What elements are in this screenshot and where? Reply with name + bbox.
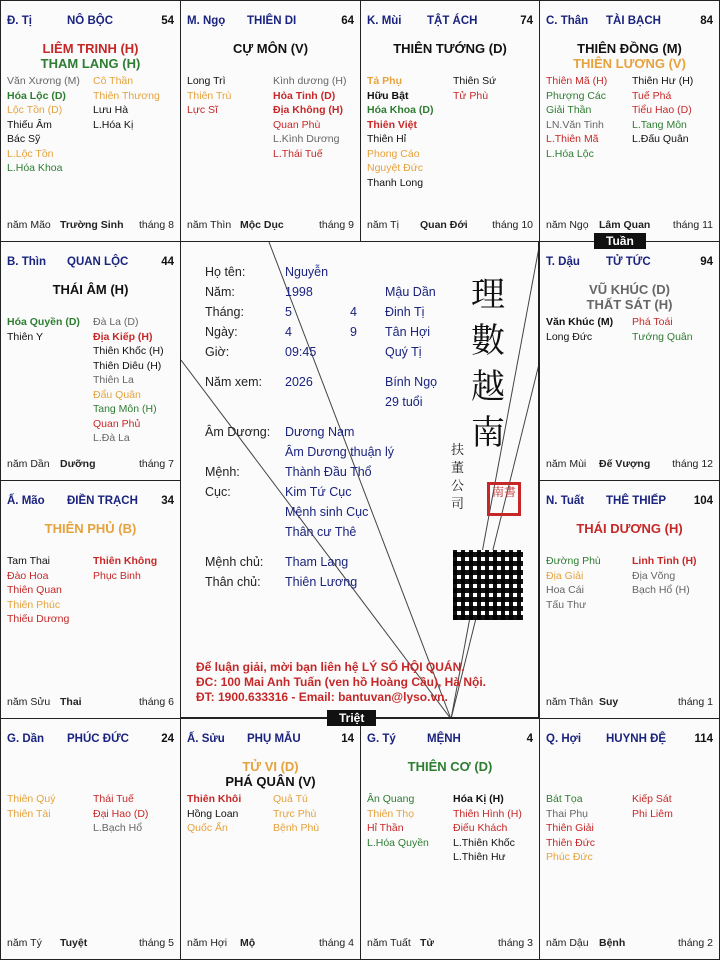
palace-header: [7, 495, 174, 509]
star-item: Phong Cáo: [367, 147, 420, 160]
star-item: Tiểu Hao (D): [632, 104, 692, 116]
main-star: THIÊN ĐỒNG (M): [577, 41, 682, 56]
star-item: Thiên Giải: [546, 822, 594, 834]
star-item: Lộc Tồn (D): [7, 104, 63, 116]
badge-triet: Triệt: [327, 710, 376, 726]
palace-footer: [546, 458, 713, 471]
star-item: Thiên Sứ: [453, 75, 497, 87]
main-stars: [361, 41, 539, 56]
palace-month: tháng 3: [497, 937, 533, 949]
palace-number: 24: [161, 733, 174, 745]
star-item: L.Thiên Khốc: [453, 836, 515, 849]
stars-right: [453, 74, 496, 103]
palace-footer: [367, 219, 533, 232]
palace-footer: [187, 937, 354, 950]
star-item: Thiên Khôi: [187, 793, 242, 805]
palace-year: năm Tuất: [367, 937, 411, 949]
stars-left: [546, 315, 613, 344]
palace-month: tháng 9: [318, 219, 354, 231]
value-thang: 5: [285, 305, 292, 319]
main-star: CỰ MÔN (V): [232, 41, 309, 56]
palace-month: tháng 8: [138, 219, 174, 231]
palace-number: 114: [694, 733, 713, 745]
palace-month: tháng 7: [138, 458, 174, 470]
palace-can-chi: B. Thìn: [7, 256, 46, 268]
value-nam: 1998: [285, 285, 313, 299]
star-item: L.Đà La: [93, 432, 130, 444]
label-thang: Tháng:: [205, 305, 244, 319]
star-item: Quan Phủ: [93, 417, 141, 430]
stars-right: [632, 315, 693, 344]
stars-left: [7, 554, 69, 627]
value-than-chu: Thiên Lương: [285, 575, 358, 589]
palace-name: HUYNH ĐỆ: [606, 733, 667, 745]
star-item: Nguyệt Đức: [367, 162, 424, 174]
palace-stage: Tử: [420, 937, 435, 949]
palace-name: NÔ BỘC: [67, 15, 113, 27]
palace-footer: [546, 937, 713, 950]
star-item: Thiên Quan: [7, 584, 62, 596]
main-stars: [1, 41, 180, 71]
star-item: Đẩu Quân: [93, 388, 141, 401]
value-am-duong-2: Âm Dương thuận lý: [285, 445, 394, 459]
palace-can-chi: Q. Hợi: [546, 733, 582, 745]
palace-month: tháng 2: [677, 937, 713, 949]
star-item: Thiên Thương: [93, 89, 160, 102]
star-item: Tang Môn (H): [93, 403, 157, 415]
contact-address: ĐC: 100 Mai Anh Tuấn (ven hồ Hoàng Cầu), Hà Nội.: [196, 675, 487, 689]
palace-name: MỆNH: [427, 733, 461, 745]
palace-footer: [367, 937, 533, 950]
star-item: L.Thiên Mã: [546, 133, 599, 145]
palace-number: 64: [341, 15, 354, 27]
label-menh-chu: Mệnh chủ:: [205, 555, 264, 569]
star-item: Phá Toái: [632, 316, 673, 328]
stars-left: [7, 315, 80, 344]
star-item: Hóa Kị (H): [453, 793, 504, 805]
value-gio: 09:45: [285, 345, 317, 359]
star-item: Quả Tú: [273, 793, 308, 805]
star-item: L.Hóa Lộc: [546, 147, 594, 160]
value-menh-chu: Tham Lang: [285, 555, 349, 569]
star-item: Thiên Hình (H): [453, 807, 522, 820]
stars-left: [546, 792, 595, 865]
stars-right: [273, 74, 346, 161]
palace-header: [7, 256, 174, 270]
star-item: Tả Phụ: [367, 75, 403, 87]
palace-name: PHÚC ĐỨC: [67, 733, 129, 745]
star-item: Thiên Quý: [7, 793, 56, 805]
palace-footer: [7, 937, 174, 950]
star-item: Thiên Phúc: [7, 598, 61, 611]
palace-number: 94: [700, 256, 713, 268]
value-menh: Thành Đầu Thổ: [285, 465, 372, 479]
palace-year: năm Thìn: [187, 219, 232, 231]
star-item: Thiên Tài: [7, 807, 51, 820]
value-ngay-can: Tân Hợi: [385, 325, 431, 339]
calligraphy-sub: 扶董公司: [451, 443, 465, 512]
star-item: Lực Sĩ: [187, 104, 218, 116]
star-item: Bệnh Phù: [273, 822, 320, 834]
palace-stage: Mộc Dục: [240, 219, 284, 231]
star-item: Thiên Khốc (H): [93, 345, 164, 357]
star-item: L.Kình Dương: [273, 133, 340, 145]
palace-year: năm Tý: [7, 937, 42, 949]
label-cuc: Cục:: [205, 485, 231, 499]
star-item: Thiên Không: [93, 555, 158, 567]
palace-month: tháng 11: [672, 219, 713, 231]
palace-year: năm Tị: [367, 219, 399, 231]
main-stars: [361, 759, 539, 774]
palace-stage: Suy: [599, 696, 619, 708]
star-item: Địa Giải: [546, 569, 584, 582]
contact-info: [196, 660, 486, 705]
stars-left: [7, 792, 55, 821]
main-stars: [181, 759, 360, 789]
value-cuc-2: Mệnh sinh Cục: [285, 505, 369, 519]
star-item: L.Hóa Khoa: [7, 162, 63, 174]
palace-year: năm Dần: [7, 458, 50, 470]
palace-can-chi: N. Tuất: [546, 495, 585, 507]
star-item: Ân Quang: [367, 793, 415, 805]
palace-stage: Tuyệt: [60, 937, 88, 949]
label-than-chu: Thân chủ:: [205, 575, 261, 589]
palace-number: 84: [700, 15, 713, 27]
main-star: THIÊN LƯƠNG (V): [573, 56, 686, 71]
star-item: L.Thái Tuế: [273, 147, 323, 160]
star-item: L.Đấu Quân: [632, 133, 689, 145]
label-ho-ten: Họ tên:: [205, 265, 246, 279]
palace-cell[interactable]: [360, 718, 540, 960]
palace-name: TỬ TỨC: [606, 256, 651, 268]
star-item: Thiên Mã (H): [546, 75, 608, 87]
star-item: Linh Tinh (H): [632, 555, 697, 567]
value-nam-xem: 2026: [285, 375, 313, 389]
stars-left: [546, 554, 601, 612]
star-item: Thiên Y: [7, 330, 43, 343]
palace-number: 74: [520, 15, 533, 27]
palace-name: THÊ THIẾP: [606, 495, 667, 507]
palace-can-chi: G. Tý: [367, 733, 396, 745]
palace-name: THIÊN DI: [247, 15, 297, 27]
star-item: Tử Phù: [453, 89, 489, 102]
palace-can-chi: T. Dậu: [546, 256, 580, 268]
value-thang-am: 4: [350, 305, 357, 319]
stars-right: [93, 554, 157, 583]
star-item: Tướng Quân: [632, 330, 693, 343]
stars-left: [546, 74, 607, 161]
palace-header: [7, 15, 174, 29]
palace-can-chi: Ấ. Mão: [7, 495, 45, 507]
star-item: Hữu Bật: [367, 89, 409, 102]
stars-right: [453, 792, 522, 865]
stars-left: [187, 792, 241, 836]
palace-month: tháng 10: [492, 219, 533, 231]
main-star: TỬ VI (D): [242, 759, 299, 774]
palace-name: PHỤ MẪU: [247, 733, 301, 745]
star-item: Tuế Phá: [632, 89, 672, 102]
stars-right: [93, 792, 148, 836]
value-ngay: 4: [285, 325, 292, 339]
palace-number: 104: [693, 495, 713, 507]
main-stars: [540, 521, 719, 536]
palace-stage: Lâm Quan: [599, 219, 651, 231]
star-item: Hoa Cái: [546, 584, 584, 596]
value-am-duong: Dương Nam: [285, 425, 355, 439]
star-item: Đà La (D): [93, 316, 139, 328]
star-item: Trực Phù: [273, 807, 317, 820]
palace-number: 14: [341, 733, 354, 745]
palace-header: [546, 15, 713, 29]
palace-can-chi: Đ. Tị: [7, 15, 32, 27]
palace-cell[interactable]: [0, 241, 181, 481]
red-seal: 南書: [487, 482, 521, 516]
main-stars: [540, 282, 719, 312]
star-item: Thiên Trù: [187, 89, 232, 102]
main-star: THIÊN TƯỚNG (D): [393, 41, 507, 56]
value-ho-ten: Nguyễn: [285, 265, 329, 279]
palace-stage: Mộ: [240, 937, 256, 949]
palace-year: năm Ngọ: [546, 219, 589, 231]
palace-month: tháng 12: [672, 458, 713, 470]
star-item: Hóa Lộc (D): [7, 89, 66, 102]
palace-name: TÀI BẠCH: [606, 15, 661, 27]
star-item: Giải Thần: [546, 104, 592, 116]
value-gio-can: Quý Tị: [385, 345, 422, 359]
palace-can-chi: M. Ngọ: [187, 15, 226, 27]
stars-right: [632, 554, 697, 598]
main-star: THIÊN CƠ (D): [407, 759, 493, 774]
palace-can-chi: Ấ. Sửu: [187, 733, 225, 745]
palace-can-chi: C. Thân: [546, 15, 589, 27]
star-item: L.Hóa Quyền: [367, 836, 429, 849]
palace-cell[interactable]: [180, 718, 361, 960]
palace-cell[interactable]: [180, 0, 361, 242]
star-item: Địa Không (H): [273, 104, 343, 116]
value-cuc: Kim Tứ Cục: [285, 485, 352, 499]
palace-header: [546, 256, 713, 270]
palace-footer: [7, 458, 174, 471]
badge-tuan: Tuần: [594, 233, 646, 249]
value-cuc-3: Thân cư Thê: [285, 525, 357, 539]
palace-footer: [546, 219, 713, 232]
palace-month: tháng 6: [138, 696, 174, 708]
star-item: Long Trì: [187, 75, 226, 87]
palace-year: năm Thân: [546, 696, 594, 708]
stars-right: [93, 74, 160, 132]
star-item: Hồng Loan: [187, 807, 239, 820]
star-item: Hỉ Thần: [367, 822, 404, 834]
palace-header: [546, 733, 713, 747]
star-item: Phi Liêm: [632, 807, 673, 820]
main-stars: [1, 521, 180, 536]
star-item: Phục Binh: [93, 569, 141, 582]
palace-name: TẬT ÁCH: [427, 15, 478, 27]
label-nam: Năm:: [205, 285, 235, 299]
palace-header: [546, 495, 713, 509]
palace-month: tháng 5: [138, 937, 174, 949]
star-item: Bạch Hổ (H): [632, 584, 690, 596]
star-item: Kiếp Sát: [632, 793, 672, 805]
label-menh: Mệnh:: [205, 465, 240, 479]
palace-cell[interactable]: [0, 718, 181, 960]
star-item: Kình dương (H): [273, 75, 347, 87]
star-item: L.Bạch Hổ: [93, 822, 143, 834]
star-item: Long Đức: [546, 330, 593, 343]
value-thang-can: Đinh Tị: [385, 305, 425, 319]
palace-header: [187, 733, 354, 747]
star-item: Hỏa Tinh (D): [273, 89, 336, 102]
star-item: Thanh Long: [367, 176, 424, 189]
palace-header: [367, 733, 533, 747]
star-item: Bác Sỹ: [7, 133, 41, 145]
palace-stage: Thai: [60, 696, 82, 708]
palace-stage: Trường Sinh: [60, 219, 124, 231]
main-star: VŨ KHÚC (D): [589, 282, 670, 297]
star-item: Đào Hoa: [7, 569, 49, 582]
main-star: LIÊM TRINH (H): [42, 41, 139, 56]
main-stars: [181, 41, 360, 56]
stars-left: [367, 792, 429, 850]
label-nam-xem: Năm xem:: [205, 375, 262, 389]
palace-year: năm Dậu: [546, 937, 589, 949]
star-item: L.Lộc Tồn: [7, 147, 54, 160]
palace-cell[interactable]: [0, 480, 181, 719]
stars-left: [187, 74, 231, 118]
stars-right: [93, 315, 164, 446]
star-item: Tấu Thư: [546, 598, 587, 611]
palace-number: 4: [526, 733, 533, 745]
star-item: Thiên Hỉ: [367, 133, 407, 145]
palace-stage: Bệnh: [599, 937, 626, 949]
star-item: Văn Xương (M): [7, 75, 80, 87]
star-item: Cô Thần: [93, 75, 134, 87]
palace-cell[interactable]: [539, 241, 720, 481]
star-item: Văn Khúc (M): [546, 316, 614, 328]
palace-footer: [7, 219, 174, 232]
palace-year: năm Mão: [7, 219, 51, 231]
stars-right: [632, 74, 693, 147]
star-item: Quốc Ấn: [187, 822, 228, 834]
palace-number: 54: [161, 15, 174, 27]
value-ngay-am: 9: [350, 325, 357, 339]
stars-left: [7, 74, 80, 176]
label-ngay: Ngày:: [205, 325, 238, 339]
star-item: L.Tang Môn: [632, 118, 687, 131]
palace-year: năm Mùi: [546, 458, 587, 470]
stars-right: [273, 792, 319, 836]
value-nam-can: Mậu Dần: [385, 285, 436, 299]
stars-left: [367, 74, 434, 190]
main-star: THAM LANG (H): [40, 56, 141, 71]
contact-phone-email[interactable]: ĐT: 1900.633316 - Email: bantuvan@lyso.vn.: [196, 690, 448, 704]
qr-code[interactable]: [453, 550, 523, 620]
palace-header: [187, 15, 354, 29]
star-item: Thiếu Âm: [7, 118, 52, 131]
palace-footer: [7, 696, 174, 709]
star-item: Thai Phụ: [546, 807, 589, 820]
palace-month: tháng 1: [677, 696, 713, 708]
star-item: Điếu Khách: [453, 822, 508, 834]
star-item: Thiếu Dương: [7, 613, 70, 625]
palace-number: 44: [161, 256, 174, 268]
star-item: Đường Phù: [546, 555, 601, 567]
main-stars: [540, 41, 719, 71]
palace-footer: [187, 219, 354, 232]
contact-line-1: Để luận giải, mời bạn liên hệ LÝ SỐ HỘI QUÁN.: [196, 660, 465, 674]
main-star: THÁI ÂM (H): [52, 282, 129, 297]
star-item: Thiên Hư (H): [632, 75, 694, 87]
stars-right: [632, 792, 673, 821]
label-gio: Giờ:: [205, 345, 230, 359]
palace-name: QUAN LỘC: [67, 256, 129, 268]
palace-month: tháng 4: [318, 937, 354, 949]
star-item: Địa Võng: [632, 569, 676, 582]
star-item: Hóa Khoa (D): [367, 104, 434, 116]
main-star: PHÁ QUÂN (V): [225, 774, 316, 789]
star-item: Lưu Hà: [93, 104, 129, 116]
value-nam-xem-can: Bính Ngọ: [385, 375, 438, 389]
main-star: THIÊN PHỦ (B): [44, 521, 137, 536]
palace-cell[interactable]: [0, 0, 181, 242]
palace-cell[interactable]: [360, 0, 540, 242]
palace-cell[interactable]: [539, 480, 720, 719]
palace-stage: Dưỡng: [60, 458, 96, 470]
star-item: Thiên Thọ: [367, 807, 415, 820]
star-item: Phúc Đức: [546, 851, 593, 863]
palace-year: năm Hợi: [187, 937, 228, 949]
star-item: Đại Hao (D): [93, 807, 149, 820]
palace-can-chi: G. Dần: [7, 733, 45, 745]
palace-name: ĐIỀN TRẠCH: [67, 495, 138, 507]
palace-stage: Đế Vượng: [599, 458, 651, 470]
palace-number: 34: [161, 495, 174, 507]
palace-year: năm Sửu: [7, 696, 51, 708]
palace-footer: [546, 696, 713, 709]
main-star: THẤT SÁT (H): [586, 297, 673, 312]
star-item: Thái Tuế: [93, 793, 134, 805]
star-item: Quan Phù: [273, 118, 321, 131]
star-item: LN.Văn Tinh: [546, 118, 604, 131]
star-item: Tam Thai: [7, 555, 50, 567]
star-item: Phượng Các: [546, 89, 607, 102]
label-am-duong: Âm Dương:: [205, 425, 271, 439]
palace-cell[interactable]: [539, 0, 720, 242]
palace-header: [367, 15, 533, 29]
center-panel: [180, 241, 539, 718]
palace-cell[interactable]: [539, 718, 720, 960]
palace-header: [7, 733, 174, 747]
star-item: L.Thiên Hư: [453, 851, 506, 863]
star-item: Thiên Diêu (H): [93, 359, 162, 372]
value-tuoi: 29 tuổi: [385, 395, 423, 409]
star-item: Hóa Quyền (D): [7, 316, 80, 328]
star-item: Thiên Việt: [367, 118, 417, 131]
main-star: THÁI DƯƠNG (H): [576, 521, 683, 536]
star-item: Thiên La: [93, 374, 134, 386]
star-item: L.Hóa Kị: [93, 118, 134, 131]
main-stars: [1, 282, 180, 297]
palace-stage: Quan Đới: [420, 219, 468, 231]
calligraphy-logo: 理數越南: [471, 275, 505, 453]
star-item: Thiên Đức: [546, 836, 596, 849]
star-item: Địa Kiếp (H): [93, 330, 153, 343]
star-item: Bát Tọa: [546, 793, 583, 805]
palace-can-chi: K. Mùi: [367, 15, 402, 27]
